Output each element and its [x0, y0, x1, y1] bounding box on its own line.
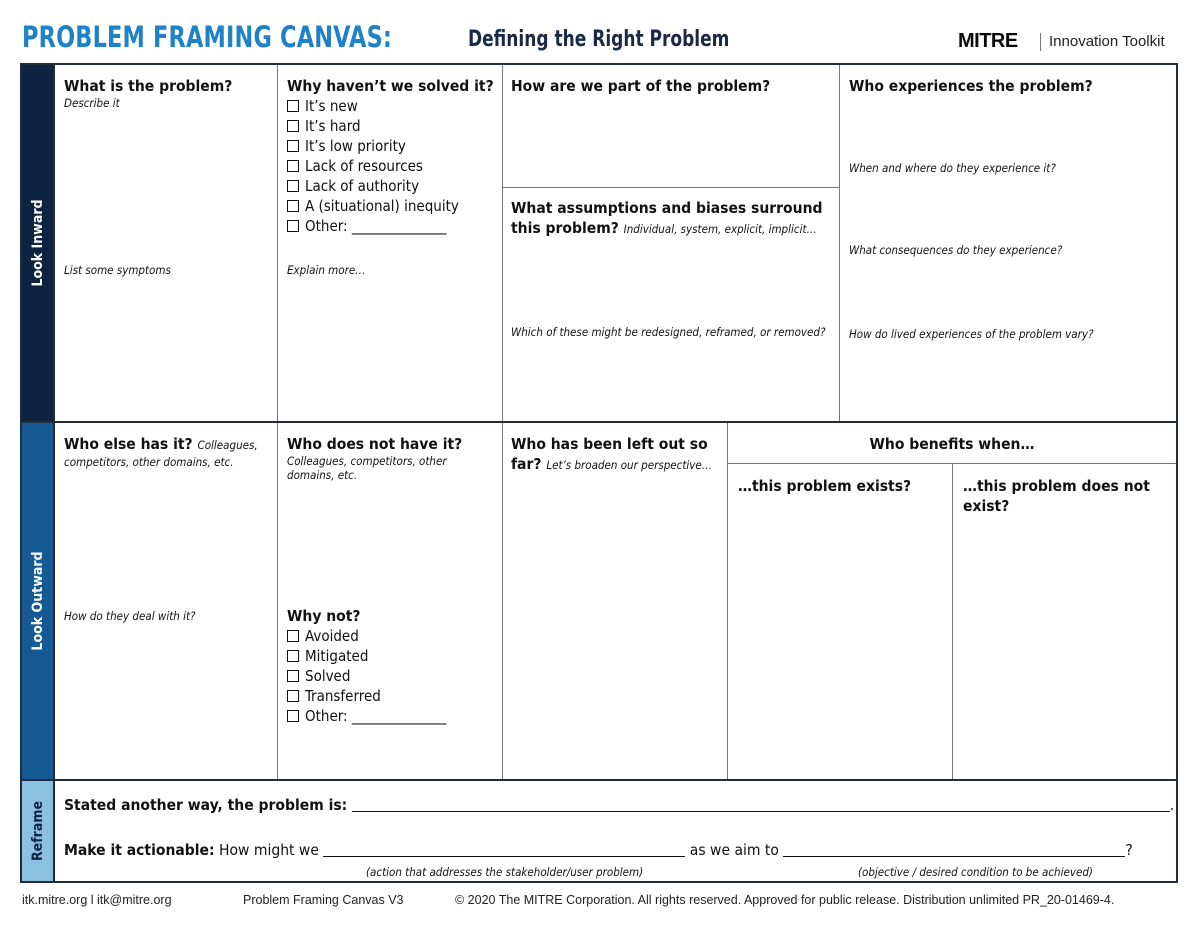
cell-why-not-solved[interactable]	[287, 76, 494, 236]
col-divider-inward-3	[839, 65, 840, 421]
assumptions-hint: Individual, system, explicit, implicit…	[623, 222, 817, 236]
question-mark: ?	[1125, 841, 1133, 859]
stated-row[interactable]	[64, 796, 1174, 814]
mitre-logo: MITRE	[958, 30, 1018, 52]
redesign-prompt: Which of these might be redesigned, reframed, or removed?	[511, 325, 826, 339]
actionable-row[interactable]	[64, 841, 1133, 859]
part-assumptions-divider	[503, 187, 839, 188]
checkbox-icon[interactable]	[287, 710, 299, 722]
col-divider-inward-2	[502, 65, 503, 421]
action-blank[interactable]	[323, 856, 685, 857]
band-label-inward: Look Inward	[29, 199, 46, 287]
cell-left-out[interactable]	[511, 434, 712, 475]
checkbox-icon[interactable]	[287, 670, 299, 682]
footer-contact: itk.mitre.org l itk@mitre.org	[22, 893, 172, 907]
band-reframe	[22, 781, 53, 881]
why-not-option[interactable]: Transferred	[287, 686, 446, 706]
cell-who-not-have[interactable]	[287, 434, 462, 482]
band-divider	[53, 63, 55, 883]
cell-benefits-not-exist[interactable]	[963, 476, 1150, 516]
how-might-we: How might we	[219, 841, 319, 859]
assumptions-heading-1: What assumptions and biases surround	[511, 199, 823, 217]
benefits-col-divider	[952, 464, 953, 779]
objective-blank[interactable]	[783, 856, 1125, 857]
cell-what-is-problem[interactable]	[64, 76, 232, 110]
why-option[interactable]: Lack of authority	[287, 176, 494, 196]
why-not-group[interactable]	[287, 606, 446, 726]
when-where-prompt: When and where do they experience it?	[849, 161, 1056, 175]
why-not-option[interactable]: Avoided	[287, 626, 446, 646]
as-we-aim: as we aim to	[689, 841, 779, 859]
checkbox-icon[interactable]	[287, 630, 299, 642]
assumptions-heading-2: this problem?	[511, 219, 619, 237]
col-divider-outward-2	[502, 423, 503, 779]
footer-copyright: © 2020 The MITRE Corporation. All rights reserved. Approved for public release. Distribution unlimited PR_20-01469-4.	[455, 893, 1115, 907]
not-have-heading: Who does not have it?	[287, 435, 463, 453]
not-have-hint-1: Colleagues, competitors, other	[287, 454, 447, 468]
why-option[interactable]: It’s low priority	[287, 136, 494, 156]
band-label-reframe: Reframe	[29, 800, 46, 862]
checkbox-icon[interactable]	[287, 220, 299, 232]
why-heading: Why haven’t we solved it?	[287, 77, 494, 95]
not-exist-heading-1: …this problem does not	[963, 477, 1150, 495]
why-not-option[interactable]: Solved	[287, 666, 446, 686]
who-else-hint: Colleagues,	[197, 438, 258, 452]
left-out-heading-2: far?	[511, 455, 542, 473]
checkbox-icon[interactable]	[287, 200, 299, 212]
checkbox-icon[interactable]	[287, 650, 299, 662]
canvas-title: PROBLEM FRAMING CANVAS:	[22, 20, 393, 54]
checkbox-icon[interactable]	[287, 140, 299, 152]
cell-assumptions[interactable]	[511, 198, 822, 239]
why-option[interactable]: Other: ______________	[287, 216, 494, 236]
explain-more-prompt: Explain more…	[287, 263, 366, 277]
left-out-heading-1: Who has been left out so	[511, 435, 708, 453]
benefits-heading: Who benefits when…	[869, 435, 1035, 453]
why-option[interactable]: It’s hard	[287, 116, 494, 136]
col-divider-inward-1	[277, 65, 278, 421]
checkbox-icon[interactable]	[287, 180, 299, 192]
logo-divider	[1040, 33, 1041, 51]
what-hint: Describe it	[64, 96, 120, 110]
checkbox-icon[interactable]	[287, 100, 299, 112]
canvas-subtitle: Defining the Right Problem	[468, 27, 730, 52]
band-look-inward	[22, 65, 53, 421]
checkbox-icon[interactable]	[287, 120, 299, 132]
not-have-hint-2: domains, etc.	[287, 468, 358, 482]
stated-label: Stated another way, the problem is:	[64, 796, 348, 814]
stated-period: .	[1169, 796, 1175, 814]
objective-note: (objective / desired condition to be achieved)	[858, 865, 1093, 879]
deal-prompt: How do they deal with it?	[64, 609, 196, 623]
band-look-outward	[22, 423, 53, 779]
consequences-prompt: What consequences do they experience?	[849, 243, 1063, 257]
what-heading: What is the problem?	[64, 77, 233, 95]
row-divider-2	[20, 779, 1178, 781]
checkbox-icon[interactable]	[287, 690, 299, 702]
footer-version: Problem Framing Canvas V3	[243, 893, 404, 907]
band-label-outward: Look Outward	[29, 551, 46, 651]
action-note: (action that addresses the stakeholder/user problem)	[366, 865, 644, 879]
why-not-option[interactable]: Mitigated	[287, 646, 446, 666]
checkbox-icon[interactable]	[287, 160, 299, 172]
stated-blank[interactable]	[352, 811, 1170, 812]
part-heading: How are we part of the problem?	[511, 77, 771, 95]
actionable-label: Make it actionable:	[64, 841, 215, 859]
why-option[interactable]: A (situational) inequity	[287, 196, 494, 216]
who-else-hint-2: competitors, other domains, etc.	[64, 455, 234, 469]
toolkit-label: Innovation Toolkit	[1049, 33, 1165, 50]
not-exist-heading-2: exist?	[963, 497, 1010, 515]
cell-benefits-exists[interactable]: …this problem exists?	[738, 477, 912, 495]
col-divider-outward-3	[727, 423, 728, 779]
lived-experience-prompt: How do lived experiences of the problem vary?	[849, 327, 1094, 341]
who-else-heading: Who else has it?	[64, 435, 193, 453]
col-divider-outward-1	[277, 423, 278, 779]
why-not-heading: Why not?	[287, 607, 361, 625]
who-experiences-heading: Who experiences the problem?	[849, 77, 1093, 95]
row-divider-1	[20, 421, 1178, 423]
why-option[interactable]: Lack of resources	[287, 156, 494, 176]
left-out-hint: Let’s broaden our perspective…	[546, 458, 713, 472]
symptoms-prompt: List some symptoms	[64, 263, 171, 277]
why-not-option[interactable]: Other: ______________	[287, 706, 446, 726]
cell-who-else[interactable]	[64, 434, 258, 469]
why-option[interactable]: It’s new	[287, 96, 494, 116]
